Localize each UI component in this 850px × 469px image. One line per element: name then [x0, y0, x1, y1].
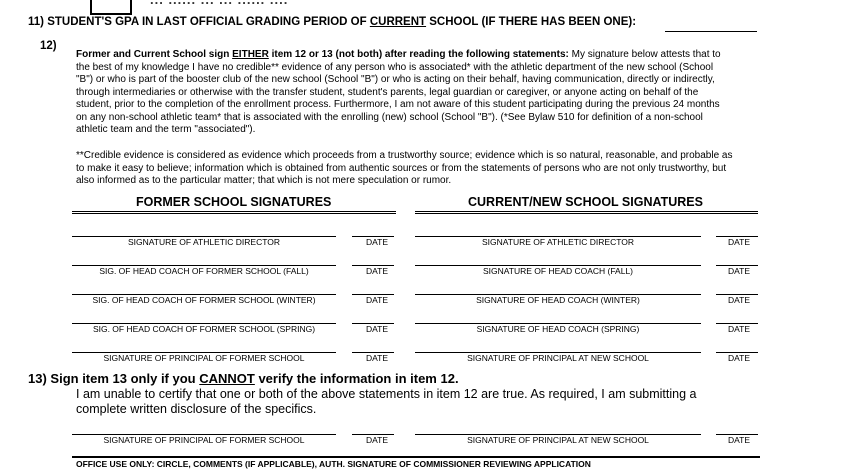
item12-line7: athletic team and the term "associated").: [76, 124, 256, 135]
former-header-rule: [72, 211, 396, 212]
item13-former-date-label: DATE: [366, 435, 389, 445]
item13-body: [76, 387, 696, 417]
current-date-label: DATE: [728, 266, 751, 276]
office-use-rule: [72, 456, 760, 458]
item12-number: 12): [40, 40, 57, 52]
item13-bold-part1: Sign item 13 only if you: [50, 371, 200, 386]
former-date-label: DATE: [366, 295, 389, 305]
former-signature-label: SIG. OF HEAD COACH OF FORMER SCHOOL (SPRING): [92, 324, 316, 334]
item12-line4: through intermediaries or otherwise with the transfer student, student's parents, legal guardian or caregiver, or anyone acting on behalf of the: [76, 86, 699, 98]
top-box: [90, 0, 132, 15]
item12-line2: the best of my knowledge I have no credible** evidence of any person who is associated* with the athletic department of the new school (School: [76, 61, 714, 73]
item13-cannot: CANNOT: [199, 371, 255, 386]
former-date-label: DATE: [366, 324, 389, 334]
item12-either: EITHER: [232, 49, 269, 60]
item12-line3: "B") or who is part of the booster club of the new school (School "B") or who is acting on their behalf, having communication, directly or indirectly,: [76, 74, 715, 85]
current-signature-label: SIGNATURE OF HEAD COACH (FALL): [482, 266, 634, 276]
item13-current-date-label: DATE: [728, 435, 751, 445]
former-signature-label: SIGNATURE OF PRINCIPAL OF FORMER SCHOOL: [103, 353, 305, 363]
item12-line1: My signature below attests that to: [568, 49, 721, 60]
item11-question: [28, 16, 636, 28]
credible-evidence-note: [76, 150, 756, 188]
current-signature-label: SIGNATURE OF HEAD COACH (SPRING): [476, 324, 640, 334]
item11-current-underlined: CURRENT: [369, 16, 427, 28]
former-signature-label: SIG. OF HEAD COACH OF FORMER SCHOOL (WINTER): [92, 295, 316, 305]
credible-line1: **Credible evidence is considered as evidence which proceeds from a trustworthy source; evidence which is so natural, reasonable, and probable as: [76, 150, 733, 161]
item13-current-signature-label: SIGNATURE OF PRINCIPAL AT NEW SCHOOL: [467, 435, 649, 445]
item12-statement: [76, 49, 756, 137]
current-date-label: DATE: [728, 353, 751, 363]
current-header-rule-2: [415, 213, 758, 214]
item13-number: 13): [28, 371, 47, 386]
former-signature-label: SIGNATURE OF ATHLETIC DIRECTOR: [127, 237, 281, 247]
item12-line6: on any non-school athletic team* that is associated with the enrolling (new) school (School "B"). (*See Bylaw 510 for definition of a non-school: [76, 111, 703, 123]
item11-text-after: SCHOOL (IF THERE HAS BEEN ONE):: [426, 16, 637, 28]
item12-bold-part1: Former and Current School sign: [76, 49, 233, 60]
credible-line2: to make it easy to believe; information which is obtained from authentic sources or from the statements of persons who are not only trustworthy, but: [76, 162, 727, 174]
former-date-label: DATE: [366, 266, 389, 276]
current-date-label: DATE: [728, 324, 751, 334]
item11-number: 11): [28, 16, 44, 28]
current-signature-label: SIGNATURE OF HEAD COACH (WINTER): [476, 295, 640, 305]
current-date-label: DATE: [728, 237, 751, 247]
item13-former-signature-label: SIGNATURE OF PRINCIPAL OF FORMER SCHOOL: [103, 435, 305, 445]
item13-bold-part2: verify the information in item 12.: [254, 371, 459, 386]
item12-bold-part2: item 12 or 13 (not both) after reading the following statements:: [268, 49, 569, 60]
item12-line5: student, prior to the completion of the enrollment process. Furthermore, I am not aware of this student participating during the previous 24 months: [76, 99, 720, 110]
office-use-text: OFFICE USE ONLY: CIRCLE, COMMENTS (IF APPLICABLE), AUTH. SIGNATURE OF COMMISSIONER REVIEWING APPLICATION: [76, 459, 591, 469]
item13-line1: I am unable to certify that one or both of the above statements in item 12 are true. As required, I am submitting a: [76, 387, 697, 401]
top-cutoff-text: [150, 0, 288, 7]
former-date-label: DATE: [366, 353, 389, 363]
credible-line3: also informed as to the particular matter; that which is not mere speculation or rumor.: [76, 175, 452, 186]
former-signature-label: SIG. OF HEAD COACH OF FORMER SCHOOL (FALL): [99, 266, 309, 276]
current-date-label: DATE: [728, 295, 751, 305]
item13-line2: complete written disclosure of the specifics.: [76, 402, 317, 416]
item13-heading: [28, 371, 459, 386]
current-school-header: CURRENT/NEW SCHOOL SIGNATURES: [468, 195, 703, 209]
current-signature-label: SIGNATURE OF PRINCIPAL AT NEW SCHOOL: [467, 353, 649, 363]
former-school-header: FORMER SCHOOL SIGNATURES: [136, 195, 332, 209]
current-header-rule: [415, 211, 758, 212]
item11-text-before: STUDENT'S GPA IN LAST OFFICIAL GRADING PERIOD OF: [47, 16, 370, 28]
former-date-label: DATE: [366, 237, 389, 247]
current-signature-label: SIGNATURE OF ATHLETIC DIRECTOR: [481, 237, 635, 247]
gpa-field[interactable]: [665, 31, 757, 32]
former-header-rule-2: [72, 213, 396, 214]
